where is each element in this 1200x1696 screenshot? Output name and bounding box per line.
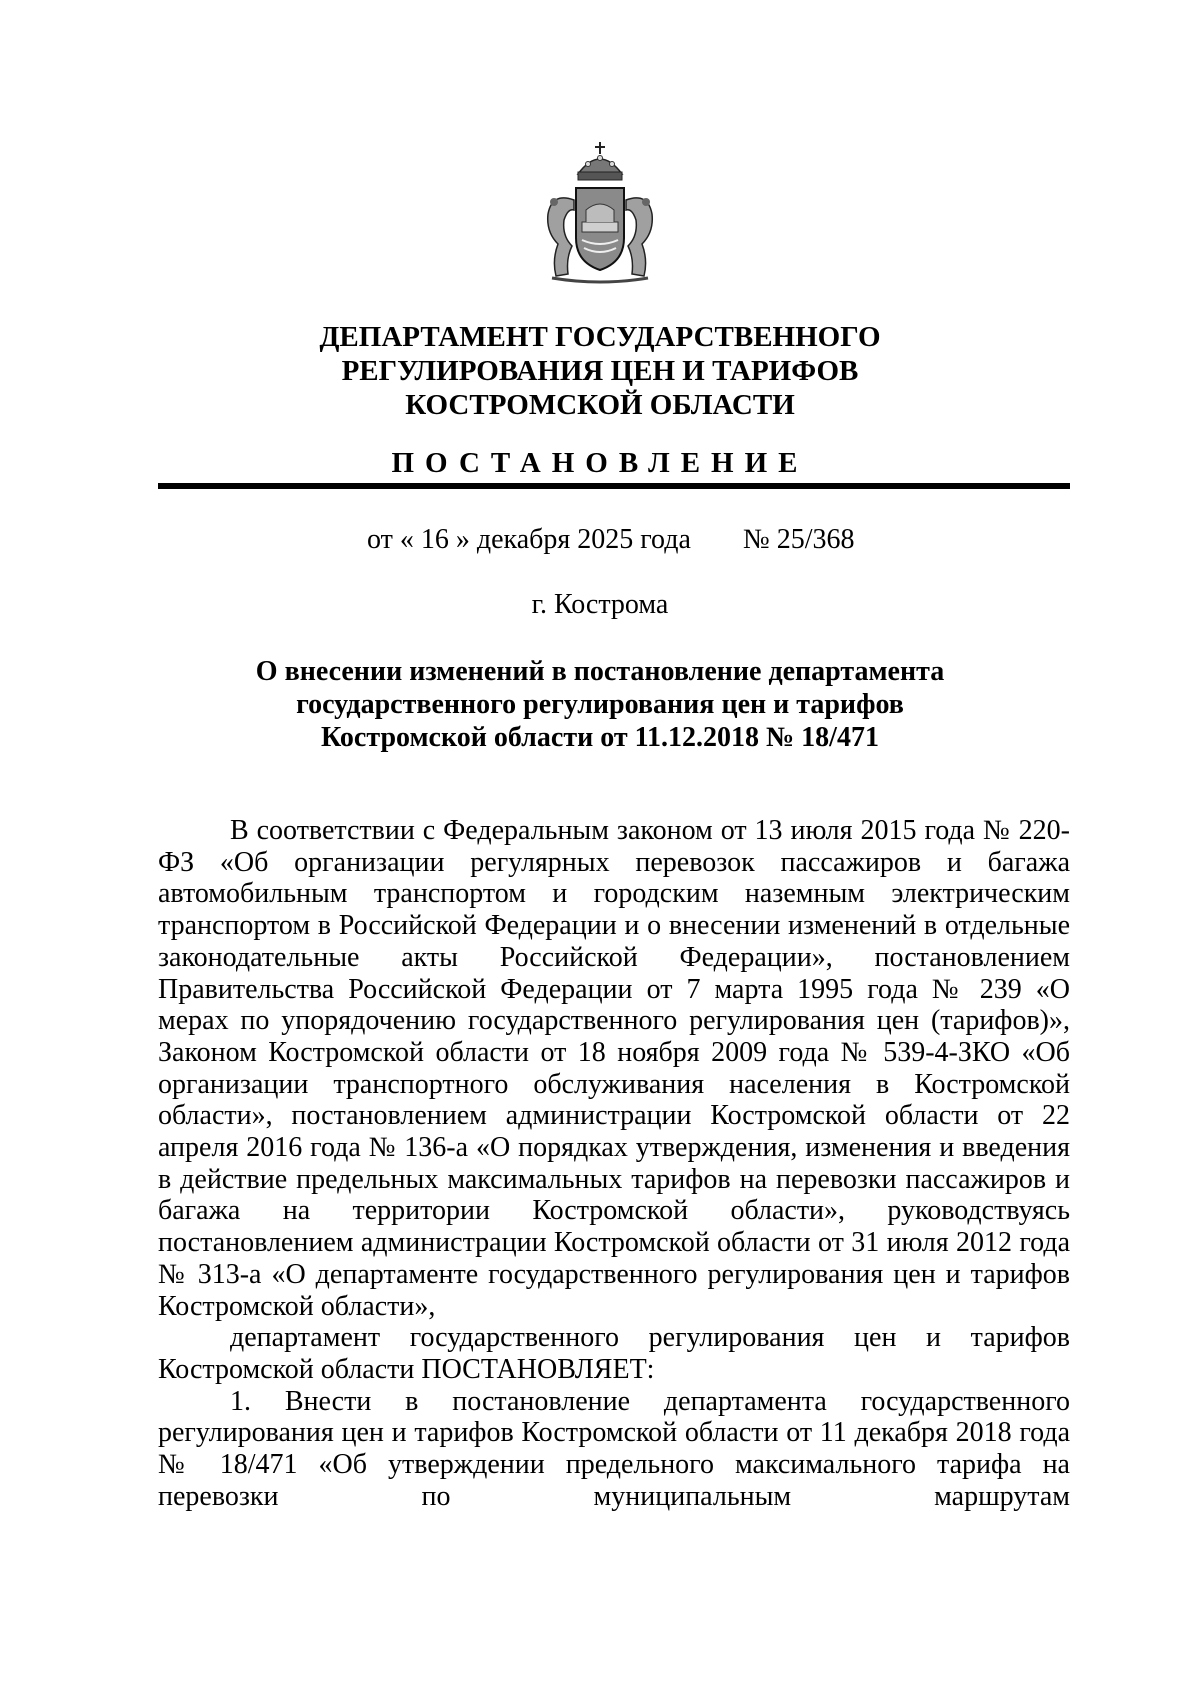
org-line-2: РЕГУЛИРОВАНИЯ ЦЕН И ТАРИФОВ [341, 355, 859, 387]
organization-name [0, 320, 1200, 422]
subject-line-3: Костромской области от 11.12.2018 № 18/471 [321, 722, 879, 753]
subject-line-2: государственного регулирования цен и тарифов [296, 689, 904, 720]
document-type: ПОСТАНОВЛЕНИЕ [391, 447, 809, 479]
document-number: № 25/368 [743, 524, 855, 555]
subject-line-1: О внесении изменений в постановление департамента [255, 656, 945, 687]
body-paragraph-2: департамент государственного регулирования цен и тарифов Костромской области ПОСТАНОВЛЯЕТ: [158, 1322, 1070, 1385]
body-paragraph-1: В соответствии с Федеральным законом от 13 июля 2015 года № 220-ФЗ «Об организации регулярных перевозок пассажиров и багажа автомобильным транспортом и городским наземным электрическим транспортом в Российской Федерации и о внесении изменений в отдельные законодательные акты Российской Федерации», постановлением Правительства Российской Федерации от 7 марта 1995 года № 239 «О мерах по упорядочению государственного регулирования цен (тарифов)», Законом Костромской области от 18 ноября 2009 года № 539-4-ЗКО «Об организации транспортного обслуживания населения в Костромской области», постановлением администрации Костромской области от 22 апреля 2016 года № 136-а «О порядках утверждения, изменения и введения в действие предельных максимальных тарифов на перевозки пассажиров и багажа на территории Костромской области», руководствуясь постановлением администрации Костромской области от 31 июля 2012 года № 313-а «О департаменте государственного регулирования цен и тарифов Костромской области», [158, 815, 1070, 1322]
document-city: г. Кострома [531, 589, 669, 620]
org-line-3: КОСТРОМСКОЙ ОБЛАСТИ [405, 389, 795, 421]
document-subject [0, 655, 1200, 754]
header-divider [158, 483, 1070, 489]
document-body [158, 815, 1070, 1512]
body-paragraph-3: 1. Внести в постановление департамента государственного регулирования цен и тарифов Костромской области от 11 декабря 2018 года № 18/471 «Об утверждении предельного максимального тарифа на перевозки по муниципальным маршрутам [158, 1385, 1070, 1512]
org-line-1: ДЕПАРТАМЕНТ ГОСУДАРСТВЕННОГО [319, 321, 881, 353]
document-date: от « 16 » декабря 2025 года [367, 524, 691, 555]
coat-of-arms-icon [538, 140, 662, 284]
